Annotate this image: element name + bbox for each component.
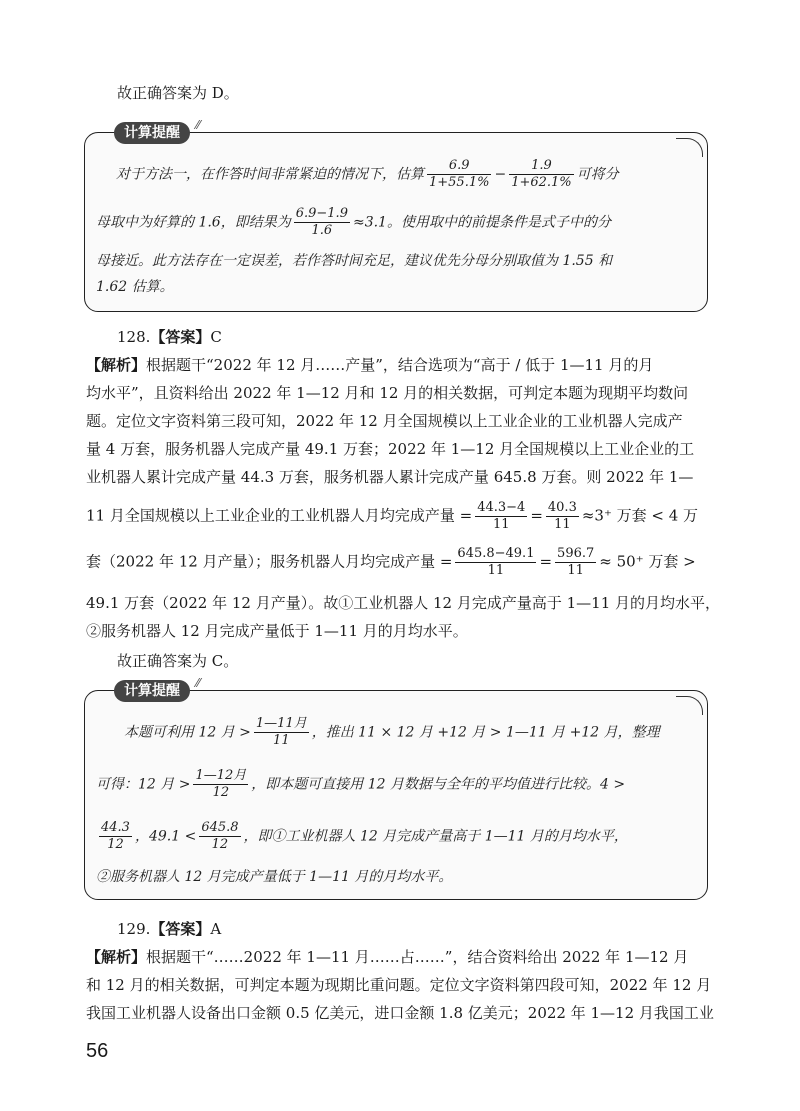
analysis-128-p6 bbox=[86, 500, 706, 533]
fraction-denominator: 11 bbox=[567, 563, 584, 578]
box1-text: ≈3.1。使用取中的前提条件是式子中的分 bbox=[352, 214, 611, 231]
fraction bbox=[193, 768, 248, 801]
fraction bbox=[254, 716, 309, 749]
answer-label: 【答案】 bbox=[150, 920, 211, 938]
analysis-label: 【解析】 bbox=[86, 356, 147, 374]
fraction-numerator: 6.9−1.9 bbox=[295, 206, 348, 221]
minus-sign: − bbox=[494, 166, 507, 183]
answer-value: A bbox=[210, 920, 222, 938]
page-number: 56 bbox=[86, 1040, 109, 1062]
question-129-answer bbox=[117, 918, 221, 940]
fraction bbox=[294, 206, 350, 239]
calc-reminder-tag-2: 计算提醒 bbox=[114, 680, 190, 702]
box1-text: 母取中为好算的 1.6，即结果为 bbox=[96, 214, 291, 231]
analysis-text: ≈ 50⁺ 万套 > bbox=[599, 552, 696, 571]
fraction bbox=[199, 820, 240, 853]
analysis-text: ≈3⁺ 万套 < 4 万 bbox=[581, 506, 699, 525]
sparkle-icon: ⁄⁄ bbox=[196, 676, 201, 690]
fraction-numerator: 6.9 bbox=[427, 158, 491, 175]
fraction-denominator: 1.6 bbox=[311, 223, 333, 238]
analysis-128-p2: 均水平”，且资料给出 2022 年 1—12 月和 12 月的相关数据，可判定本题为现期平均数问 bbox=[86, 384, 689, 402]
box2-line-1 bbox=[124, 716, 660, 749]
box1-text: 对于方法一，在作答时间非常紧迫的情况下，估算 bbox=[116, 166, 424, 183]
fraction-numerator: 1—12月 bbox=[195, 768, 247, 783]
fraction-denominator: 12 bbox=[212, 785, 230, 800]
box2-text: ，即本题可直接用 12 月数据与全年的平均值进行比较。4 > bbox=[251, 776, 626, 793]
fraction bbox=[455, 546, 536, 579]
answer-line-127: 故正确答案为 D。 bbox=[117, 84, 239, 102]
analysis-text: 套（2022 年 12 月产量）；服务机器人月均完成产量 = bbox=[86, 552, 453, 571]
fraction-numerator: 596.7 bbox=[557, 546, 595, 561]
answer-value: C bbox=[210, 328, 222, 346]
box1-line-3: 母接近。此方法存在一定误差，若作答时间充足，建议优先分母分别取值为 1.55 和 bbox=[96, 253, 613, 269]
fraction-numerator: 645.8−49.1 bbox=[457, 546, 535, 561]
box2-text: 本题可利用 12 月 > bbox=[124, 724, 251, 741]
question-number: 128. bbox=[117, 328, 151, 346]
fraction-denominator: 1+62.1% bbox=[511, 175, 572, 190]
fraction bbox=[427, 158, 491, 191]
fraction-denominator: 11 bbox=[492, 517, 510, 532]
box2-line-4: ②服务机器人 12 月完成产量低于 1—11 月的月均水平。 bbox=[96, 869, 453, 885]
fraction-numerator: 44.3 bbox=[101, 820, 130, 835]
analysis-128-p3: 题。定位文字资料第三段可知，2022 年 12 月全国规模以上工业企业的工业机器人完成产 bbox=[86, 412, 683, 430]
question-128-answer bbox=[117, 326, 222, 348]
box1-text: 可将分 bbox=[576, 166, 619, 183]
analysis-128-p5: 业机器人累计完成产量 44.3 万套，服务机器人累计完成产量 645.8 万套。则 2022 年 1— bbox=[86, 468, 694, 486]
analysis-129-p3: 我国工业机器人设备出口金额 0.5 亿美元，进口金额 1.8 亿美元；2022 年 1—12 月我国工业 bbox=[86, 1004, 714, 1022]
analysis-128-p9: ②服务机器人 12 月完成产量低于 1—11 月的月均水平。 bbox=[86, 622, 468, 640]
box1-line-4: 1.62 估算。 bbox=[96, 279, 174, 295]
box2-text: ，49.1 < bbox=[134, 828, 197, 845]
fraction-numerator: 1.9 bbox=[509, 158, 573, 175]
question-number: 129. bbox=[117, 920, 151, 938]
fraction-denominator: 1+55.1% bbox=[429, 175, 490, 190]
equals-sign: = bbox=[539, 552, 553, 571]
fraction bbox=[475, 500, 527, 533]
box2-line-2 bbox=[96, 768, 625, 801]
analysis-label: 【解析】 bbox=[86, 948, 147, 966]
analysis-128-p1 bbox=[86, 354, 706, 376]
analysis-text: 11 月全国规模以上工业企业的工业机器人月均完成产量 = bbox=[86, 506, 473, 525]
box2-line-3 bbox=[96, 820, 628, 853]
fraction-numerator: 1—11月 bbox=[255, 716, 307, 731]
analysis-129-p1 bbox=[86, 946, 706, 968]
analysis-text: 根据题干“……2022 年 1—11 月……占……”，结合资料给出 2022 年 1—12 月 bbox=[146, 948, 689, 966]
fraction bbox=[546, 500, 579, 533]
sparkle-icon: ⁄⁄ bbox=[196, 118, 201, 132]
fraction bbox=[509, 158, 573, 191]
analysis-128-p7 bbox=[86, 546, 706, 579]
box2-text: 可得：12 月 > bbox=[96, 776, 191, 793]
box2-text: ，即①工业机器人 12 月完成产量高于 1—11 月的月均水平， bbox=[243, 828, 628, 845]
fraction-denominator: 12 bbox=[211, 837, 229, 852]
fraction-numerator: 645.8 bbox=[201, 820, 239, 835]
box2-text: ，推出 11 × 12 月 +12 月 > 1—11 月 +12 月，整理 bbox=[311, 724, 660, 741]
fraction-denominator: 11 bbox=[487, 563, 505, 578]
analysis-129-p2: 和 12 月的相关数据，可判定本题为现期比重问题。定位文字资料第四段可知，2022 年 12 月 bbox=[86, 976, 712, 994]
fraction-denominator: 11 bbox=[554, 517, 571, 532]
equals-sign: = bbox=[530, 506, 543, 525]
calc-reminder-tag-1: 计算提醒 bbox=[114, 122, 190, 144]
analysis-text: 根据题干“2022 年 12 月……产量”，结合选项为“高于 / 低于 1—11 月的月 bbox=[146, 356, 654, 374]
fraction-numerator: 44.3−4 bbox=[477, 500, 526, 515]
box1-line-1 bbox=[116, 158, 619, 191]
fraction bbox=[99, 820, 132, 853]
fraction bbox=[555, 546, 596, 579]
analysis-128-p4: 量 4 万套，服务机器人完成产量 49.1 万套；2022 年 1—12 月全国规模以上工业企业的工 bbox=[86, 440, 695, 458]
answer-line-128: 故正确答案为 C。 bbox=[117, 652, 239, 670]
box1-line-2 bbox=[96, 206, 611, 239]
analysis-128-p8: 49.1 万套（2022 年 12 月产量）。故①工业机器人 12 月完成产量高于 1—11 月的月均水平， bbox=[86, 594, 721, 612]
fraction-denominator: 12 bbox=[107, 837, 124, 852]
fraction-denominator: 11 bbox=[273, 733, 290, 748]
answer-label: 【答案】 bbox=[150, 328, 211, 346]
fraction-numerator: 40.3 bbox=[547, 500, 577, 515]
